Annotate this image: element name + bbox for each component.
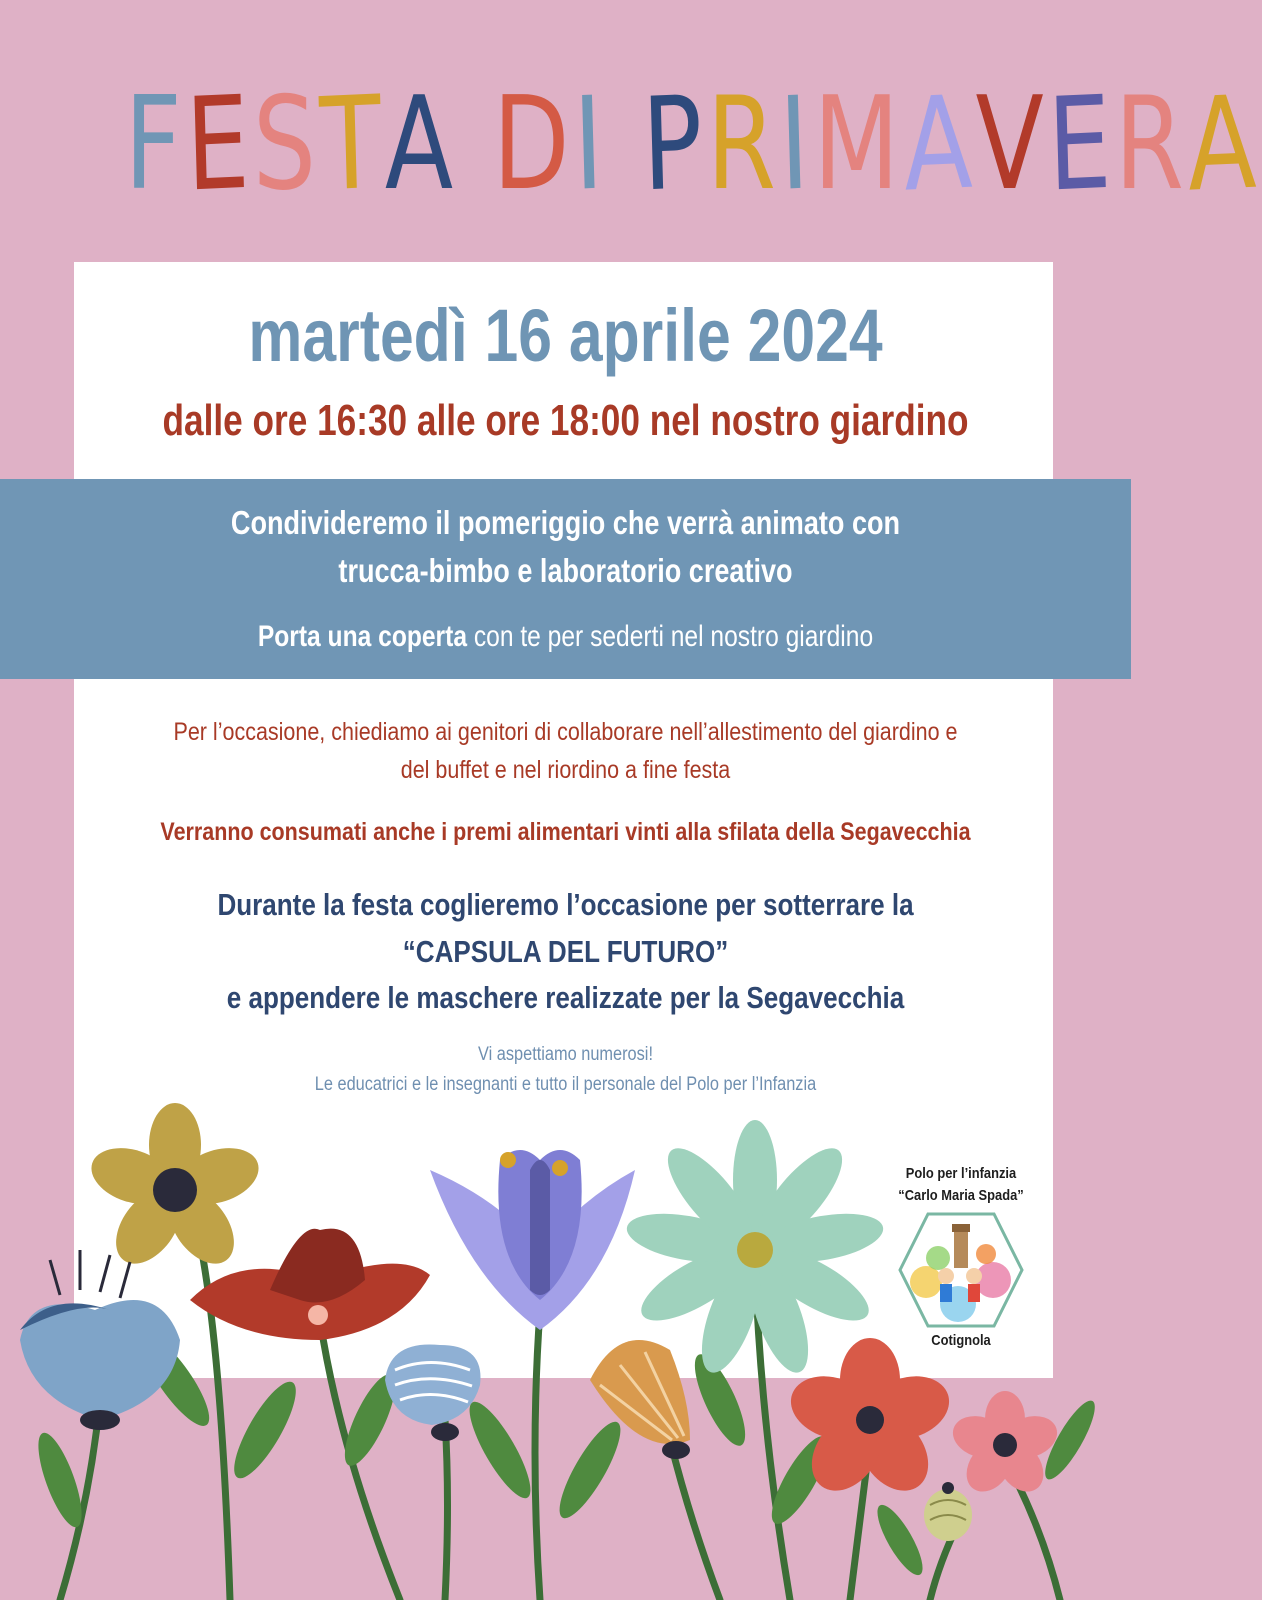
event-date: martedì 16 aprile 2024 xyxy=(248,294,883,377)
title-letter xyxy=(607,70,643,220)
title-letter: A xyxy=(384,70,458,219)
title-letter: T xyxy=(317,68,387,221)
title-letter: I xyxy=(571,69,609,220)
blanket-bold: Porta una coperta xyxy=(257,620,467,653)
title-letter xyxy=(455,69,495,221)
title-letter: M xyxy=(813,70,904,219)
band-activities-line2: trucca-bimbo e laboratorio creativo xyxy=(338,552,793,589)
school-name-line2: “Carlo Maria Spada” xyxy=(898,1187,1024,1204)
parents-request-line1: Per l’occasione, chiediamo ai genitori di collaborare nell’allestimento del giardino e xyxy=(173,718,958,746)
title-letter: I xyxy=(777,69,816,220)
band-blanket-note xyxy=(102,617,1029,657)
title-letter: D xyxy=(492,70,574,219)
school-town: Cotignola xyxy=(931,1332,991,1349)
capsule-line1: Durante la festa coglieremo l’occasione per sotterrare la xyxy=(217,887,914,922)
title-letter: V xyxy=(975,70,1048,219)
prizes-note: Verranno consumati anche i premi alimentari vinti alla sfilata della Segavecchia xyxy=(160,818,971,846)
event-hours: dalle ore 16:30 alle ore 18:00 nel nostro giardino xyxy=(162,396,969,445)
parents-request-line2: del buffet e nel riordino a fine festa xyxy=(400,756,731,784)
poster-title xyxy=(124,68,1262,221)
title-letter: R xyxy=(706,70,780,219)
title-letter: F xyxy=(124,70,186,219)
title-letter: A xyxy=(1185,68,1262,221)
closing-line1: Vi aspettiamo numerosi! xyxy=(477,1044,653,1065)
capsule-line2: “CAPSULA DEL FUTURO” xyxy=(402,934,729,969)
title-letter: S xyxy=(252,70,320,219)
title-letter: E xyxy=(183,68,255,221)
closing-line2: Le educatrici e le insegnanti e tutto il personale del Polo per l’Infanzia xyxy=(314,1074,817,1095)
title-letter: R xyxy=(1114,70,1188,219)
title-letter: E xyxy=(1045,68,1117,221)
title-letter: P xyxy=(640,68,709,221)
school-name-line1: Polo per l’infanzia xyxy=(905,1165,1017,1182)
flower-garden-illustration xyxy=(0,1080,1131,1600)
capsule-line3: e appendere le maschere realizzate per la Segavecchia xyxy=(226,980,905,1015)
title-letter: A xyxy=(901,68,978,221)
blanket-rest: con te per sederti nel nostro giardino xyxy=(466,620,874,653)
band-activities-line1: Condivideremo il pomeriggio che verrà animato con xyxy=(230,504,901,541)
